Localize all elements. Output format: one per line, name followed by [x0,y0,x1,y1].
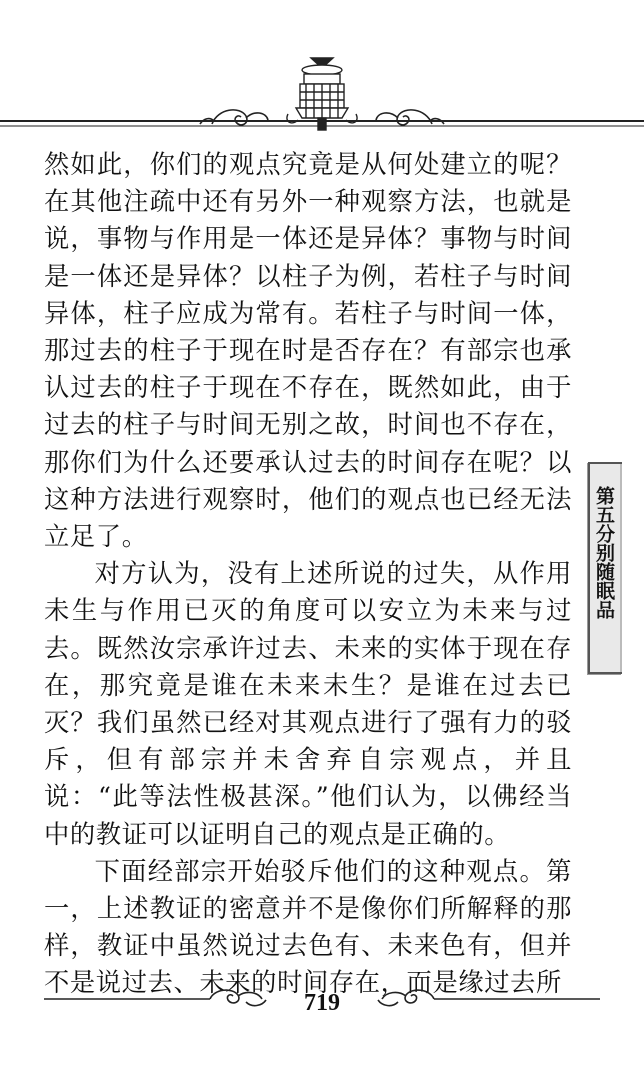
chapter-tab-label: 第五分别随眠品 [593,486,615,619]
header-ornament [0,0,644,150]
page-number: 719 [304,990,340,1016]
paragraph-3: 下面经部宗开始驳斥他们的这种观点。第一，上述教证的密意并不是像你们所解释的那样，教证中虽然说过去色有、未来色有，但并不是说过去、未来的时间存在，而是缘过去所 [44,856,572,998]
paragraph-2: 对方认为，没有上述所说的过失，从作用未生与作用已灭的角度可以安立为未来与过去。既然汝宗承许过去、未来的实体于现在存在，那究竟是谁在未来未生？是谁在过去已灭？我们虽然已经对其观点进行了强有力的驳斥，但有部宗并未舍弃自宗观点，并且说：“此等法性极甚深。”他们认为，以佛经当中的教证可以证明自己的观点是正确的。 [44,559,572,849]
chapter-side-tab [588,462,622,674]
body-text [44,146,572,1002]
dharma-banner-icon [0,0,644,150]
paragraph-1: 然如此，你们的观点究竟是从何处建立的呢？在其他注疏中还有另外一种观察方法，也就是说，事物与作用是一体还是异体？事物与时间是一体还是异体？以柱子为例，若柱子与时间异体，柱子应成为常有。若柱子与时间一体，那过去的柱子于现在时是否存在？有部宗也承认过去的柱子于现在不存在，既然如此，由于过去的柱子与时间无别之故，时间也不存在，那你们为什么还要承认过去的时间存在呢？以这种方法进行观察时，他们的观点也已经无法立足了。 [44,150,572,552]
